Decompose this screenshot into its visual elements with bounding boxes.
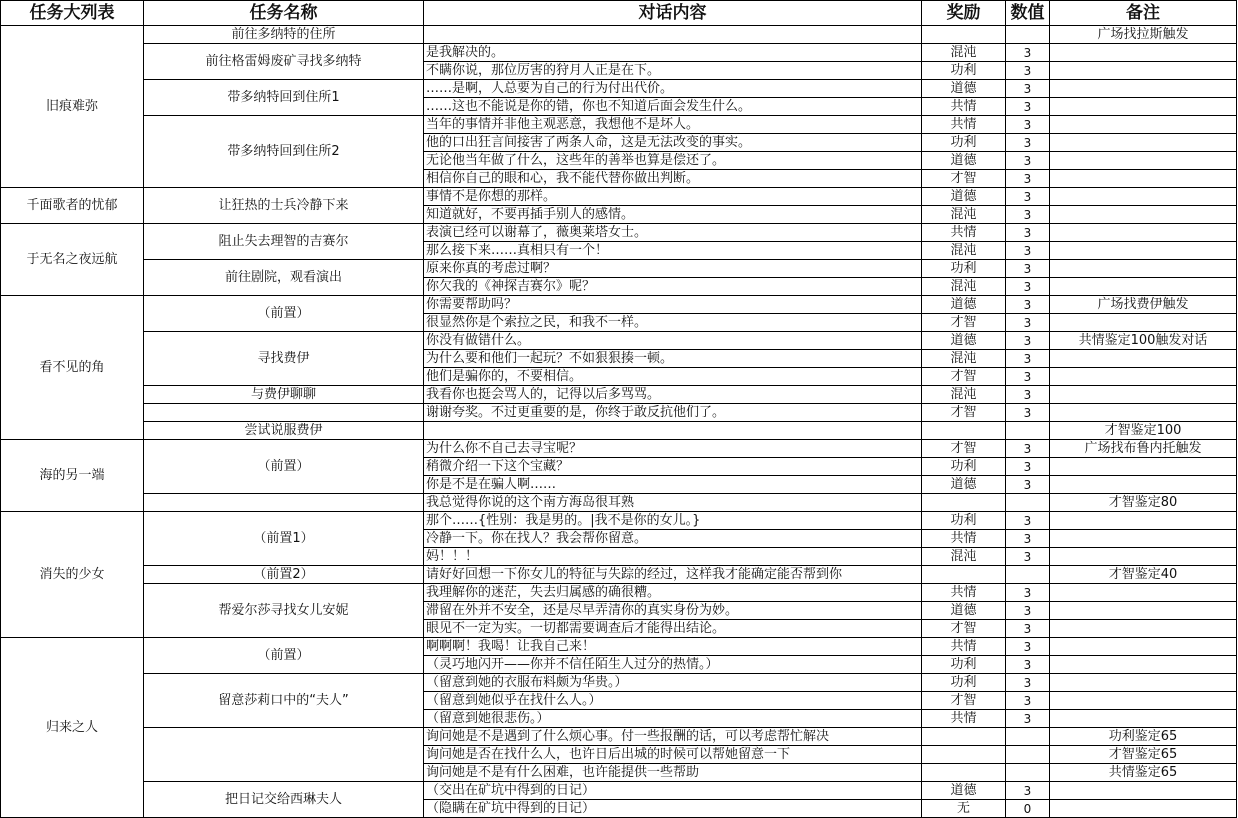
- value-cell: 3: [1006, 260, 1050, 278]
- reward-cell: 功利: [922, 134, 1006, 152]
- table-row: [1, 26, 1237, 44]
- reward-cell: 混沌: [922, 206, 1006, 224]
- reward-cell: 共情: [922, 584, 1006, 602]
- header-note: 备注: [1050, 1, 1237, 26]
- dialog-cell: 知道就好，不要再插手别人的感情。: [424, 206, 922, 224]
- header-dialog: 对话内容: [424, 1, 922, 26]
- value-cell: 3: [1006, 314, 1050, 332]
- note-cell: [1050, 386, 1237, 404]
- dialog-cell: 那个……{性别：我是男的。|我不是你的女儿。}: [424, 512, 922, 530]
- note-cell: 才智鉴定40: [1050, 566, 1237, 584]
- note-cell: 广场找布鲁内托触发: [1050, 440, 1237, 458]
- task-name-cell: 与费伊聊聊: [144, 386, 424, 404]
- reward-cell: [922, 746, 1006, 764]
- reward-cell: 才智: [922, 170, 1006, 188]
- note-cell: [1050, 782, 1237, 800]
- note-cell: 广场找费伊触发: [1050, 296, 1237, 314]
- note-cell: 共情鉴定65: [1050, 764, 1237, 782]
- value-cell: [1006, 728, 1050, 746]
- reward-cell: 功利: [922, 656, 1006, 674]
- note-cell: [1050, 674, 1237, 692]
- group-name-cell: 千面歌者的忧郁: [1, 188, 144, 224]
- reward-cell: 功利: [922, 512, 1006, 530]
- note-cell: [1050, 206, 1237, 224]
- table-row: [1, 188, 1237, 206]
- reward-cell: 才智: [922, 368, 1006, 386]
- table-row: [1, 386, 1237, 404]
- task-name-cell: 阻止失去理智的吉赛尔: [144, 224, 424, 260]
- reward-cell: 功利: [922, 62, 1006, 80]
- table-row: [1, 116, 1237, 134]
- dialog-cell: 我总觉得你说的这个南方海岛很耳熟: [424, 494, 922, 512]
- reward-cell: 混沌: [922, 350, 1006, 368]
- note-cell: [1050, 404, 1237, 422]
- task-name-cell: （前置）: [144, 296, 424, 332]
- value-cell: 3: [1006, 224, 1050, 242]
- task-name-cell: 尝试说服费伊: [144, 422, 424, 440]
- dialog-cell: （隐瞒在矿坑中得到的日记）: [424, 800, 922, 818]
- value-cell: [1006, 494, 1050, 512]
- value-cell: 3: [1006, 782, 1050, 800]
- dialog-cell: 他的口出狂言间接害了两条人命，这是无法改变的事实。: [424, 134, 922, 152]
- group-name-cell: 旧痕难弥: [1, 26, 144, 188]
- value-cell: 3: [1006, 440, 1050, 458]
- task-name-cell: （前置2）: [144, 566, 424, 584]
- dialog-cell: 他们是骗你的，不要相信。: [424, 368, 922, 386]
- task-name-cell: 前往格雷姆废矿寻找多纳特: [144, 44, 424, 80]
- reward-cell: 混沌: [922, 548, 1006, 566]
- note-cell: [1050, 458, 1237, 476]
- dialog-cell: 妈！！！: [424, 548, 922, 566]
- value-cell: 3: [1006, 278, 1050, 296]
- dialog-cell: 原来你真的考虑过啊？: [424, 260, 922, 278]
- dialog-cell: 无论他当年做了什么，这些年的善举也算是偿还了。: [424, 152, 922, 170]
- header-task: 任务名称: [144, 1, 424, 26]
- note-cell: [1050, 116, 1237, 134]
- note-cell: 功利鉴定65: [1050, 728, 1237, 746]
- reward-cell: [922, 26, 1006, 44]
- note-cell: [1050, 692, 1237, 710]
- value-cell: 3: [1006, 638, 1050, 656]
- dialog-cell: 我看你也挺会骂人的，记得以后多骂骂。: [424, 386, 922, 404]
- note-cell: [1050, 224, 1237, 242]
- reward-cell: 道德: [922, 782, 1006, 800]
- task-name-cell: 让狂热的士兵冷静下来: [144, 188, 424, 224]
- note-cell: [1050, 548, 1237, 566]
- note-cell: [1050, 656, 1237, 674]
- value-cell: 3: [1006, 620, 1050, 638]
- reward-cell: 才智: [922, 314, 1006, 332]
- value-cell: 3: [1006, 170, 1050, 188]
- group-name-cell: 归来之人: [1, 638, 144, 818]
- group-name-cell: 看不见的角: [1, 296, 144, 440]
- dialog-cell: 啊啊啊！我喝！让我自己来！: [424, 638, 922, 656]
- note-cell: [1050, 152, 1237, 170]
- table-row: [1, 422, 1237, 440]
- reward-cell: 共情: [922, 530, 1006, 548]
- value-cell: 3: [1006, 656, 1050, 674]
- table-row: [1, 224, 1237, 242]
- value-cell: 3: [1006, 350, 1050, 368]
- table-row: [1, 296, 1237, 314]
- reward-cell: 共情: [922, 710, 1006, 728]
- note-cell: [1050, 278, 1237, 296]
- reward-cell: 功利: [922, 674, 1006, 692]
- note-cell: [1050, 188, 1237, 206]
- dialog-cell: （留意到她似乎在找什么人。）: [424, 692, 922, 710]
- task-name-cell: 带多纳特回到住所1: [144, 80, 424, 116]
- task-name-cell: [144, 728, 424, 782]
- note-cell: [1050, 620, 1237, 638]
- dialog-cell: 你需要帮助吗？: [424, 296, 922, 314]
- header-row: [1, 1, 1237, 26]
- task-name-cell: 帮爱尔莎寻找女儿安妮: [144, 584, 424, 638]
- task-name-cell: （前置1）: [144, 512, 424, 566]
- note-cell: [1050, 170, 1237, 188]
- reward-cell: 道德: [922, 602, 1006, 620]
- dialog-cell: 稍微介绍一下这个宝藏？: [424, 458, 922, 476]
- reward-cell: 道德: [922, 152, 1006, 170]
- reward-cell: 共情: [922, 98, 1006, 116]
- reward-cell: 无: [922, 800, 1006, 818]
- note-cell: [1050, 512, 1237, 530]
- reward-cell: 才智: [922, 440, 1006, 458]
- header-reward: 奖励: [922, 1, 1006, 26]
- reward-cell: 混沌: [922, 386, 1006, 404]
- reward-cell: 共情: [922, 116, 1006, 134]
- note-cell: [1050, 638, 1237, 656]
- reward-cell: 功利: [922, 260, 1006, 278]
- value-cell: 0: [1006, 800, 1050, 818]
- note-cell: [1050, 242, 1237, 260]
- reward-cell: [922, 764, 1006, 782]
- reward-cell: 才智: [922, 620, 1006, 638]
- reward-cell: 道德: [922, 332, 1006, 350]
- note-cell: 共情鉴定100触发对话: [1050, 332, 1237, 350]
- note-cell: [1050, 368, 1237, 386]
- dialog-cell: 那么接下来……真相只有一个！: [424, 242, 922, 260]
- dialog-cell: 冷静一下。你在找人？我会帮你留意。: [424, 530, 922, 548]
- dialog-cell: 询问她是否在找什么人，也许日后出城的时候可以帮她留意一下: [424, 746, 922, 764]
- value-cell: 3: [1006, 692, 1050, 710]
- table-row: [1, 260, 1237, 278]
- reward-cell: 道德: [922, 188, 1006, 206]
- note-cell: [1050, 314, 1237, 332]
- note-cell: [1050, 62, 1237, 80]
- dialog-cell: 为什么你不自己去寻宝呢？: [424, 440, 922, 458]
- reward-cell: 混沌: [922, 44, 1006, 62]
- reward-cell: 道德: [922, 80, 1006, 98]
- reward-cell: 共情: [922, 224, 1006, 242]
- value-cell: 3: [1006, 296, 1050, 314]
- value-cell: 3: [1006, 512, 1050, 530]
- reward-cell: 混沌: [922, 242, 1006, 260]
- dialog-cell: [424, 26, 922, 44]
- value-cell: 3: [1006, 332, 1050, 350]
- task-name-cell: 把日记交给西琳夫人: [144, 782, 424, 818]
- dialog-cell: 事情不是你想的那样。: [424, 188, 922, 206]
- reward-cell: 才智: [922, 404, 1006, 422]
- dialog-cell: 是我解决的。: [424, 44, 922, 62]
- reward-cell: 共情: [922, 638, 1006, 656]
- table-body: [1, 26, 1237, 818]
- note-cell: [1050, 584, 1237, 602]
- value-cell: 3: [1006, 458, 1050, 476]
- table-row: [1, 674, 1237, 692]
- note-cell: 广场找拉斯触发: [1050, 26, 1237, 44]
- dialog-cell: （灵巧地闪开——你并不信任陌生人过分的热情。）: [424, 656, 922, 674]
- note-cell: 才智鉴定65: [1050, 746, 1237, 764]
- task-name-cell: （前置）: [144, 440, 424, 494]
- reward-cell: [922, 566, 1006, 584]
- table-row: [1, 566, 1237, 584]
- note-cell: [1050, 44, 1237, 62]
- table-row: [1, 512, 1237, 530]
- note-cell: [1050, 80, 1237, 98]
- reward-cell: 道德: [922, 296, 1006, 314]
- note-cell: [1050, 260, 1237, 278]
- dialog-cell: 我理解你的迷茫，失去归属感的确很糟。: [424, 584, 922, 602]
- group-name-cell: 海的另一端: [1, 440, 144, 512]
- dialog-cell: 眼见不一定为实。一切都需要调查后才能得出结论。: [424, 620, 922, 638]
- note-cell: [1050, 350, 1237, 368]
- value-cell: 3: [1006, 674, 1050, 692]
- value-cell: 3: [1006, 116, 1050, 134]
- reward-cell: [922, 422, 1006, 440]
- dialog-cell: 你是不是在骗人啊……: [424, 476, 922, 494]
- note-cell: [1050, 800, 1237, 818]
- dialog-cell: 不瞒你说，那位厉害的狩月人正是在下。: [424, 62, 922, 80]
- value-cell: [1006, 566, 1050, 584]
- value-cell: 3: [1006, 404, 1050, 422]
- note-cell: [1050, 710, 1237, 728]
- dialog-cell: （留意到她很悲伤。）: [424, 710, 922, 728]
- dialog-cell: （留意到她的衣服布料颇为华贵。）: [424, 674, 922, 692]
- table-row: [1, 440, 1237, 458]
- value-cell: [1006, 26, 1050, 44]
- reward-cell: 混沌: [922, 278, 1006, 296]
- table-row: [1, 494, 1237, 512]
- table-row: [1, 584, 1237, 602]
- dialog-cell: 请好好回想一下你女儿的特征与失踪的经过，这样我才能确定能否帮到你: [424, 566, 922, 584]
- reward-cell: [922, 728, 1006, 746]
- reward-cell: 才智: [922, 692, 1006, 710]
- value-cell: 3: [1006, 584, 1050, 602]
- value-cell: 3: [1006, 368, 1050, 386]
- value-cell: 3: [1006, 386, 1050, 404]
- dialog-cell: 滞留在外并不安全，还是尽早弄清你的真实身份为妙。: [424, 602, 922, 620]
- dialog-cell: 你欠我的《神探吉赛尔》呢？: [424, 278, 922, 296]
- dialog-cell: 你没有做错什么。: [424, 332, 922, 350]
- task-name-cell: 留意莎莉口中的“夫人”: [144, 674, 424, 728]
- task-name-cell: [144, 404, 424, 422]
- dialog-cell: ……这也不能说是你的错，你也不知道后面会发生什么。: [424, 98, 922, 116]
- value-cell: 3: [1006, 530, 1050, 548]
- dialog-cell: 询问她是不是遇到了什么烦心事。付一些报酬的话，可以考虑帮忙解决: [424, 728, 922, 746]
- note-cell: [1050, 134, 1237, 152]
- table-row: [1, 80, 1237, 98]
- note-cell: [1050, 98, 1237, 116]
- value-cell: 3: [1006, 188, 1050, 206]
- group-name-cell: 于无名之夜远航: [1, 224, 144, 296]
- value-cell: [1006, 746, 1050, 764]
- task-name-cell: （前置）: [144, 638, 424, 674]
- dialog-cell: [424, 422, 922, 440]
- reward-cell: 功利: [922, 458, 1006, 476]
- table-row: [1, 728, 1237, 746]
- note-cell: [1050, 476, 1237, 494]
- dialog-cell: 表演已经可以谢幕了，薇奥莱塔女士。: [424, 224, 922, 242]
- task-name-cell: 寻找费伊: [144, 332, 424, 386]
- value-cell: 3: [1006, 44, 1050, 62]
- table-row: [1, 638, 1237, 656]
- table-row: [1, 404, 1237, 422]
- task-name-cell: 前往多纳特的住所: [144, 26, 424, 44]
- value-cell: 3: [1006, 476, 1050, 494]
- dialog-cell: ……是啊，人总要为自己的行为付出代价。: [424, 80, 922, 98]
- value-cell: 3: [1006, 134, 1050, 152]
- task-name-cell: [144, 494, 424, 512]
- value-cell: [1006, 422, 1050, 440]
- value-cell: 3: [1006, 62, 1050, 80]
- value-cell: 3: [1006, 710, 1050, 728]
- dialog-cell: 为什么要和他们一起玩？不如狠狠揍一顿。: [424, 350, 922, 368]
- header-value: 数值: [1006, 1, 1050, 26]
- dialog-cell: 当年的事情并非他主观恶意，我想他不是坏人。: [424, 116, 922, 134]
- table-row: [1, 44, 1237, 62]
- reward-cell: 道德: [922, 476, 1006, 494]
- task-name-cell: 前往剧院，观看演出: [144, 260, 424, 296]
- note-cell: [1050, 602, 1237, 620]
- value-cell: 3: [1006, 80, 1050, 98]
- value-cell: 3: [1006, 242, 1050, 260]
- value-cell: 3: [1006, 548, 1050, 566]
- dialog-cell: 相信你自己的眼和心，我不能代替你做出判断。: [424, 170, 922, 188]
- value-cell: 3: [1006, 98, 1050, 116]
- dialog-cell: （交出在矿坑中得到的日记）: [424, 782, 922, 800]
- table-row: [1, 782, 1237, 800]
- header-group: 任务大列表: [1, 1, 144, 26]
- value-cell: 3: [1006, 206, 1050, 224]
- note-cell: 才智鉴定80: [1050, 494, 1237, 512]
- task-name-cell: 带多纳特回到住所2: [144, 116, 424, 188]
- group-name-cell: 消失的少女: [1, 512, 144, 638]
- table-row: [1, 332, 1237, 350]
- dialog-cell: 询问她是不是有什么困难，也许能提供一些帮助: [424, 764, 922, 782]
- value-cell: 3: [1006, 602, 1050, 620]
- value-cell: 3: [1006, 152, 1050, 170]
- reward-cell: [922, 494, 1006, 512]
- value-cell: [1006, 764, 1050, 782]
- dialog-cell: 谢谢夸奖。不过更重要的是，你终于敢反抗他们了。: [424, 404, 922, 422]
- note-cell: 才智鉴定100: [1050, 422, 1237, 440]
- note-cell: [1050, 530, 1237, 548]
- dialog-cell: 很显然你是个索拉之民，和我不一样。: [424, 314, 922, 332]
